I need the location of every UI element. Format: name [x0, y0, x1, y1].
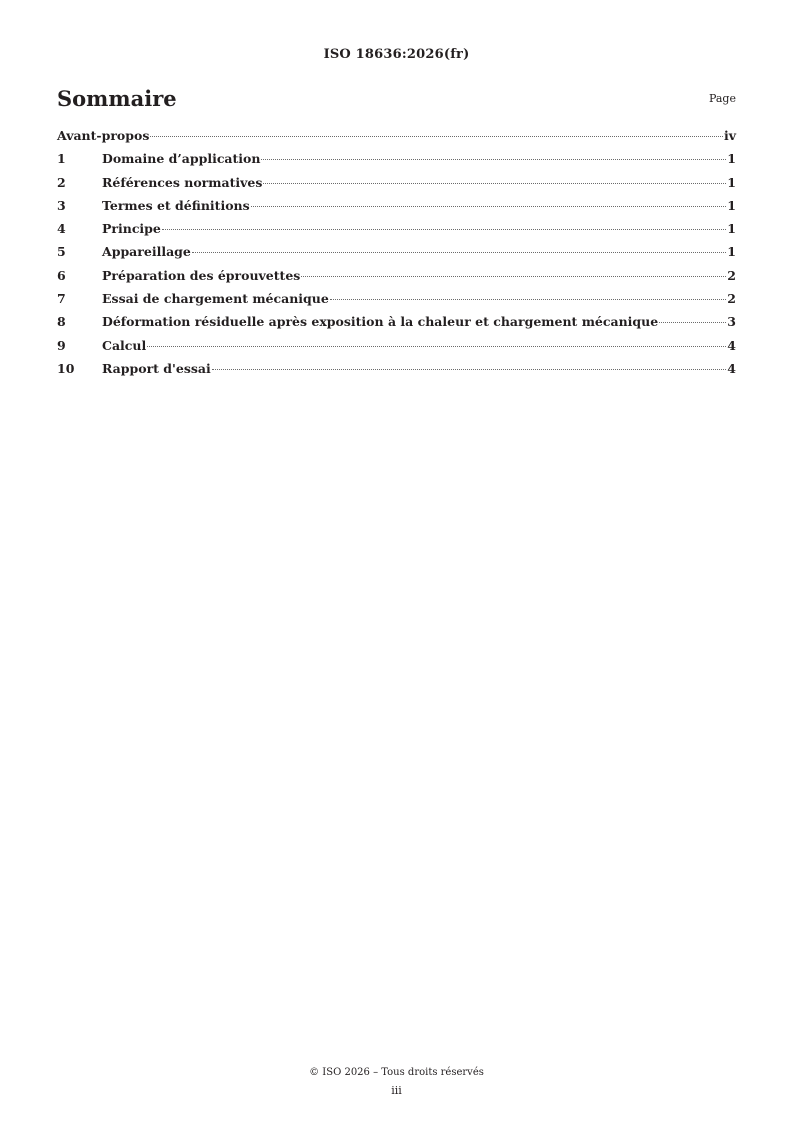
dot-leader: [330, 299, 726, 300]
dot-leader: [150, 136, 723, 137]
toc-entry-5[interactable]: [57, 244, 736, 267]
toc-entry-label: Appareillage: [102, 244, 191, 260]
toc-entry-label: Déformation résiduelle après exposition à la chaleur et chargement mécanique: [102, 314, 659, 330]
footer-copyright: © ISO 2026 – Tous droits réservés: [309, 1067, 484, 1078]
toc-entry-label: Termes et définitions: [102, 197, 250, 213]
toc-entry-page: 1: [727, 221, 736, 237]
toc-entry-label: Domaine d’application: [102, 151, 261, 167]
toc-entry-page: 3: [727, 314, 736, 330]
toc-entry-page: 4: [727, 360, 736, 376]
dot-leader: [301, 276, 726, 277]
dot-leader: [162, 229, 726, 230]
toc-entry-page: 1: [727, 174, 736, 190]
toc-entry-number: 2: [57, 174, 66, 190]
dot-leader: [261, 159, 726, 160]
document-id-header: ISO 18636:2026(fr): [323, 47, 470, 62]
dot-leader: [251, 206, 727, 207]
toc-entry-6[interactable]: [57, 268, 736, 291]
toc-entry-number: 9: [57, 337, 66, 353]
toc-entry-number: 4: [57, 221, 66, 237]
toc-entry-label: Principe: [102, 221, 161, 237]
toc-entry-page: 4: [727, 337, 736, 353]
toc-entry-4[interactable]: [57, 221, 736, 244]
dot-leader: [659, 322, 726, 323]
toc-entry-page: 1: [727, 151, 736, 167]
toc-entry-foreword[interactable]: [57, 128, 736, 151]
toc-entry-8[interactable]: [57, 314, 736, 337]
footer-page-number: iii: [391, 1084, 402, 1097]
toc-entry-2[interactable]: [57, 175, 736, 198]
toc-entry-page: 1: [727, 244, 736, 260]
toc-entry-label: Préparation des éprouvettes: [102, 267, 301, 283]
toc-entry-number: 1: [57, 151, 66, 167]
toc-entry-page: 2: [727, 291, 736, 307]
toc-entry-7[interactable]: [57, 291, 736, 314]
toc-entry-number: 6: [57, 267, 66, 283]
table-of-contents: [57, 128, 736, 384]
page-column-label: Page: [708, 92, 736, 105]
dot-leader: [212, 369, 727, 370]
toc-entry-1[interactable]: [57, 151, 736, 174]
toc-entry-number: 3: [57, 197, 66, 213]
toc-entry-10[interactable]: [57, 361, 736, 384]
toc-entry-page: iv: [723, 128, 736, 143]
toc-entry-number: 8: [57, 314, 66, 330]
dot-leader: [263, 183, 726, 184]
toc-title: Sommaire: [57, 86, 177, 111]
toc-entry-number: 7: [57, 291, 66, 307]
toc-entry-number: 10: [57, 360, 75, 376]
toc-entry-label: Essai de chargement mécanique: [102, 291, 329, 307]
toc-entry-number: 5: [57, 244, 66, 260]
dot-leader: [192, 252, 726, 253]
dot-leader: [147, 346, 726, 347]
toc-entry-3[interactable]: [57, 198, 736, 221]
toc-entry-label: Calcul: [102, 337, 147, 353]
toc-entry-page: 1: [727, 197, 736, 213]
toc-entry-label: Références normatives: [102, 174, 263, 190]
toc-entry-label: Rapport d'essai: [102, 360, 211, 376]
toc-entry-label: Avant-propos: [57, 128, 150, 143]
toc-entry-page: 2: [727, 267, 736, 283]
toc-entry-9[interactable]: [57, 338, 736, 361]
